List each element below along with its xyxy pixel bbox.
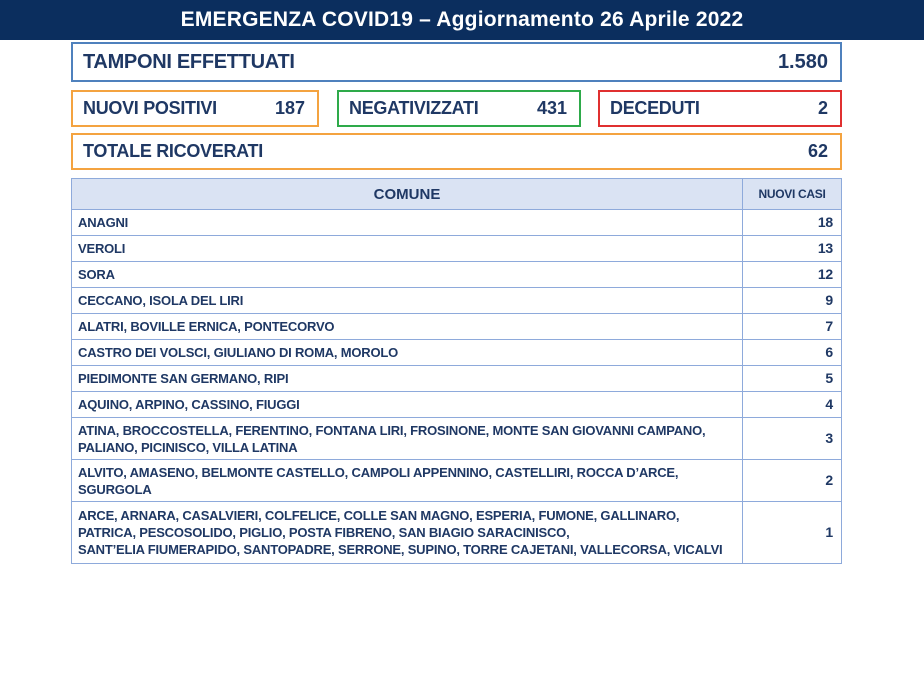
table-row (72, 210, 842, 236)
comune-line: ARCE, ARNARA, CASALVIERI, COLFELICE, COLLE SAN MAGNO, ESPERIA, FUMONE, GALLINARO, (78, 508, 680, 523)
page-header (0, 0, 924, 40)
casi-cell: 7 (743, 314, 842, 340)
comune-line: ALVITO, AMASENO, BELMONTE CASTELLO, CAMPOLI APPENNINO, CASTELLIRI, ROCCA D’ARCE, (78, 464, 679, 480)
casi-cell: 12 (743, 262, 842, 288)
positivi-label: NUOVI POSITIVI (83, 98, 217, 118)
casi-cell: 18 (743, 210, 842, 236)
ricoverati-box (71, 133, 842, 170)
casi-cell: 3 (743, 418, 842, 460)
ricoverati-value: 62 (807, 141, 828, 161)
comune-line: SANT’ELIA FIUMERAPIDO, SANTOPADRE, SERRONE, SUPINO, TORRE CAJETANI, VALLECORSA, VICALVI (78, 542, 723, 557)
deceduti-label: DECEDUTI (610, 98, 700, 118)
negativizzati-value: 431 (536, 98, 567, 118)
casi-cell: 5 (743, 366, 842, 392)
tamponi-value: 1.580 (777, 50, 828, 73)
comune-cell (72, 366, 743, 392)
deceduti-value: 2 (817, 98, 828, 118)
positivi-value: 187 (274, 98, 305, 118)
tamponi-box (71, 42, 842, 82)
comune-line: ANAGNI (78, 215, 129, 230)
comune-cell (72, 340, 743, 366)
comune-column-header: COMUNE (72, 179, 743, 210)
comune-line: VEROLI (78, 241, 126, 256)
comune-cell (72, 210, 743, 236)
comune-cell (72, 418, 743, 460)
table-row (72, 262, 842, 288)
comune-line: CASTRO DEI VOLSCI, GIULIANO DI ROMA, MOROLO (78, 345, 399, 360)
table-row (72, 502, 842, 564)
comune-cell (72, 314, 743, 340)
ricoverati-label: TOTALE RICOVERATI (83, 141, 263, 161)
casi-cell: 13 (743, 236, 842, 262)
nuovi-casi-column-header: NUOVI CASI (743, 179, 842, 210)
comune-line: ALATRI, BOVILLE ERNICA, PONTECORVO (78, 319, 335, 334)
table-header-row (72, 179, 842, 210)
casi-cell: 1 (743, 502, 842, 564)
tamponi-label: TAMPONI EFFETTUATI (83, 50, 295, 73)
comuni-table (71, 178, 842, 564)
page-title: EMERGENZA COVID19 – Aggiornamento 26 Aprile 2022 (180, 8, 744, 31)
table-row (72, 288, 842, 314)
table-row (72, 314, 842, 340)
comune-line: PATRICA, PESCOSOLIDO, PIGLIO, POSTA FIBRENO, SAN BIAGIO SARACINISCO, (78, 525, 570, 540)
comune-line: SORA (78, 267, 115, 282)
comune-cell (72, 236, 743, 262)
table-row (72, 236, 842, 262)
comune-cell (72, 502, 743, 564)
table-row (72, 418, 842, 460)
casi-cell: 2 (743, 460, 842, 502)
negativizzati-label: NEGATIVIZZATI (349, 98, 479, 118)
comune-line: PIEDIMONTE SAN GERMANO, RIPI (78, 371, 289, 386)
casi-cell: 6 (743, 340, 842, 366)
table-row (72, 340, 842, 366)
comune-cell (72, 392, 743, 418)
comune-cell (72, 460, 743, 502)
table-row (72, 392, 842, 418)
deceduti-box (598, 90, 842, 127)
comune-line: SGURGOLA (78, 481, 152, 497)
comune-cell (72, 288, 743, 314)
casi-cell: 4 (743, 392, 842, 418)
comune-line: PALIANO, PICINISCO, VILLA LATINA (78, 439, 298, 455)
comune-line: AQUINO, ARPINO, CASSINO, FIUGGI (78, 397, 300, 412)
comune-cell (72, 262, 743, 288)
casi-cell: 9 (743, 288, 842, 314)
comune-line: ATINA, BROCCOSTELLA, FERENTINO, FONTANA LIRI, FROSINONE, MONTE SAN GIOVANNI CAMPANO, (78, 422, 706, 438)
comune-line: CECCANO, ISOLA DEL LIRI (78, 293, 244, 308)
negativizzati-box (337, 90, 581, 127)
positivi-box (71, 90, 319, 127)
table-row (72, 460, 842, 502)
table-row (72, 366, 842, 392)
